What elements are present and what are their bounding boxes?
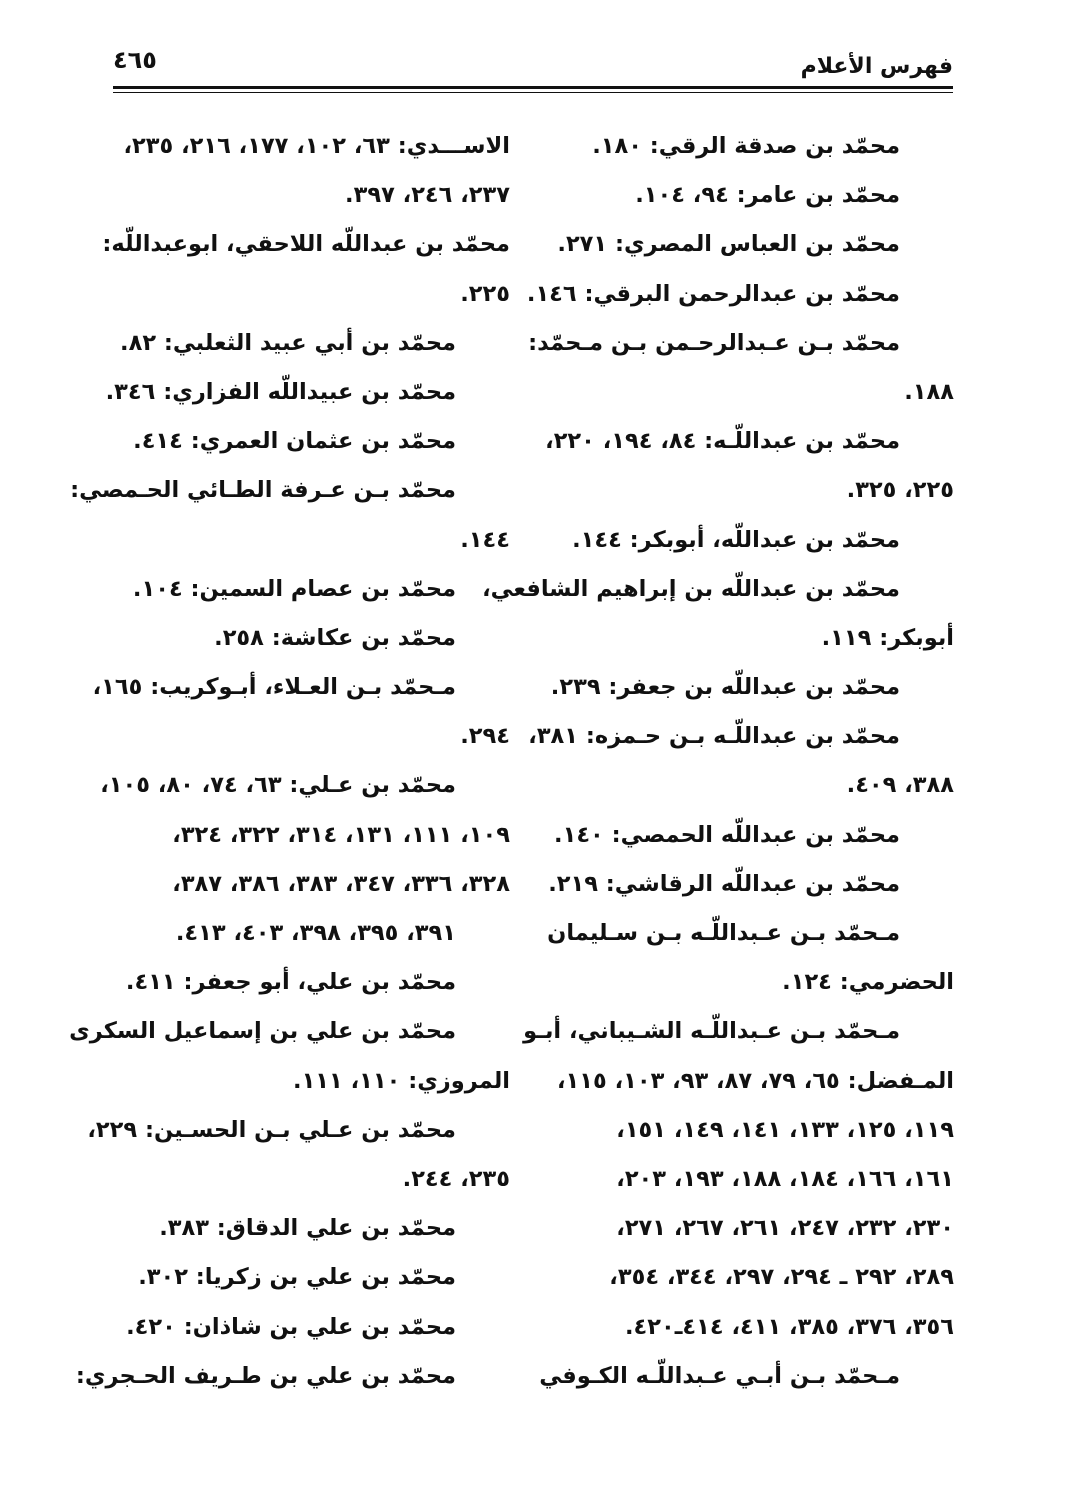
index-entry-line: محمّد بن علي بن شاذان: ٤٢٠.: [126, 1313, 456, 1340]
index-entry-line: محمّد بن عبداللّه بن إبراهيم الشافعي،: [482, 575, 900, 602]
index-entry-line: ٢٣٥، ٢٤٤.: [402, 1165, 510, 1192]
index-entry-line: محمّد بن العباس المصري: ٢٧١.: [557, 231, 900, 258]
index-column-right: [482, 122, 954, 1401]
index-entry-line: محمّد بن عـلي بـن الحسـين: ٢٢٩،: [87, 1116, 456, 1143]
index-entry-line: محمّد بـن عـبدالرحـمن بـن مـحمّد:: [528, 329, 900, 356]
index-entry-line: ١١٩، ١٢٥، ١٣٣، ١٤١، ١٤٩، ١٥١،: [616, 1116, 954, 1143]
index-entry-line: ٢٢٥، ٣٢٥.: [846, 477, 954, 504]
index-entry-line: محمّد بن علي الدقاق: ٣٨٣.: [159, 1215, 456, 1242]
index-column-left: [69, 122, 510, 1401]
index-entry-line: ١٠٩، ١١١، ١٣١، ٣١٤، ٣٢٢، ٣٢٤،: [172, 821, 510, 848]
index-entry-line: محمّد بن صدقة الرقي: ١٨٠.: [592, 133, 900, 159]
index-entry-line: محمّد بن عبدالرحمن البرقي: ١٤٦.: [526, 280, 900, 307]
index-entry-line: محمّد بن عثمان العمري: ٤١٤.: [133, 428, 456, 455]
index-entry-line: محمّد بن عصام السمين: ١٠٤.: [132, 575, 456, 602]
index-entry-line: ٢٢٥.: [460, 280, 510, 307]
index-entry-line: محمّد بن عبداللّـه: ٨٤، ١٩٤، ٢٢٠،: [545, 428, 900, 455]
index-entry-line: ٣٢٨، ٣٣٦، ٣٤٧، ٣٨٣، ٣٨٦، ٣٨٧،: [172, 870, 510, 897]
index-entry-line: محمّد بن عبداللّه الحمصي: ١٤٠.: [554, 821, 900, 848]
index-entry-line: محمّد بن عامر: ٩٤، ١٠٤.: [635, 182, 900, 209]
index-entry-line: مـحمّد بـن عـبداللّـه الشـيباني، أبـو: [523, 1018, 900, 1045]
running-title: فهرس الأعلام: [800, 54, 953, 79]
header-rule-thick: [113, 86, 953, 89]
index-entry-line: محمّد بن أبي عبيد الثعلبي: ٨٢.: [120, 329, 456, 356]
index-entry-line: ١٤٤.: [460, 526, 510, 553]
index-entry-line: محمّد بـن عـرفة الطـائي الحـمصي:: [70, 477, 456, 504]
index-entry-line: محمّد بن عكاشة: ٢٥٨.: [214, 624, 456, 651]
page-number: ٤٦٥: [113, 46, 157, 74]
index-entry-line: ١٨٨.: [904, 378, 954, 405]
index-entry-line: محمّد بن علي، أبو جعفر: ٤١١.: [125, 969, 456, 996]
index-entry-line: ٣٩١، ٣٩٥، ٣٩٨، ٤٠٣، ٤١٣.: [175, 920, 456, 946]
index-entry-line: ٢٩٤.: [460, 723, 510, 750]
index-entry-line: ٣٥٦، ٣٧٦، ٣٨٥، ٤١١، ٤١٤ـ٤٢٠.: [624, 1313, 954, 1340]
header-rule-thin: [113, 92, 953, 93]
index-entry-line: ١٦١، ١٦٦، ١٨٤، ١٨٨، ١٩٣، ٢٠٣،: [616, 1165, 954, 1192]
index-entry-line: الاســـدي: ٦٣، ١٠٢، ١٧٧، ٢١٦، ٢٣٥،: [123, 133, 510, 159]
index-entry-line: محمّد بن عـلي: ٦٣، ٧٤، ٨٠، ١٠٥،: [100, 772, 456, 799]
index-entry-line: ٣٨٨، ٤٠٩.: [846, 772, 954, 799]
index-entry-line: المروزي: ١١٠، ١١١.: [293, 1067, 510, 1094]
index-entry-line: الحضرمي: ١٢٤.: [782, 969, 954, 996]
index-entry-line: محمّد بن علي بن إسماعيل السكرى: [69, 1018, 456, 1045]
index-entry-line: محمّد بن عبداللّه الرقاشي: ٢١٩.: [548, 870, 900, 897]
index-entry-line: أبوبكر: ١١٩.: [821, 624, 954, 651]
index-entry-line: محمّد بن عبداللّه بن جعفر: ٢٣٩.: [550, 674, 900, 701]
index-entry-line: محمّد بن علي بن زكريا: ٣٠٢.: [138, 1264, 456, 1291]
index-entry-line: ٢٣٠، ٢٣٢، ٢٤٧، ٢٦١، ٢٦٧، ٢٧١،: [616, 1215, 954, 1242]
index-entry-line: المـفضل: ٦٥، ٧٩، ٨٧، ٩٣، ١٠٣، ١١٥،: [556, 1067, 954, 1094]
index-entry-line: مـحمّد بـن أبـي عـبداللّـه الكـوفي: [539, 1362, 900, 1389]
index-entry-line: ٢٣٧، ٢٤٦، ٣٩٧.: [345, 182, 510, 209]
index-entry-line: محمّد بن عبداللّـه بـن حـمزه: ٣٨١،: [528, 723, 900, 750]
index-entry-line: محمّد بن عبداللّه اللاحقي، ابوعبداللّه:: [102, 231, 510, 258]
index-entry-line: محمّد بن علي بن طـريف الحـجري:: [75, 1362, 456, 1389]
index-entry-line: مـحمّد بـن العـلاء، أبـوكريب: ١٦٥،: [92, 674, 456, 701]
index-entry-line: محمّد بن عبداللّه، أبوبكر: ١٤٤.: [572, 526, 900, 553]
index-entry-line: محمّد بن عبيداللّه الفزاري: ٣٤٦.: [105, 378, 456, 405]
page-header: [113, 40, 953, 88]
index-entry-line: ٢٨٩، ٢٩٢ ـ ٢٩٤، ٢٩٧، ٣٤٤، ٣٥٤،: [609, 1264, 954, 1291]
index-entry-line: مـحمّد بـن عـبداللّـه بـن سـليمان: [547, 920, 900, 946]
